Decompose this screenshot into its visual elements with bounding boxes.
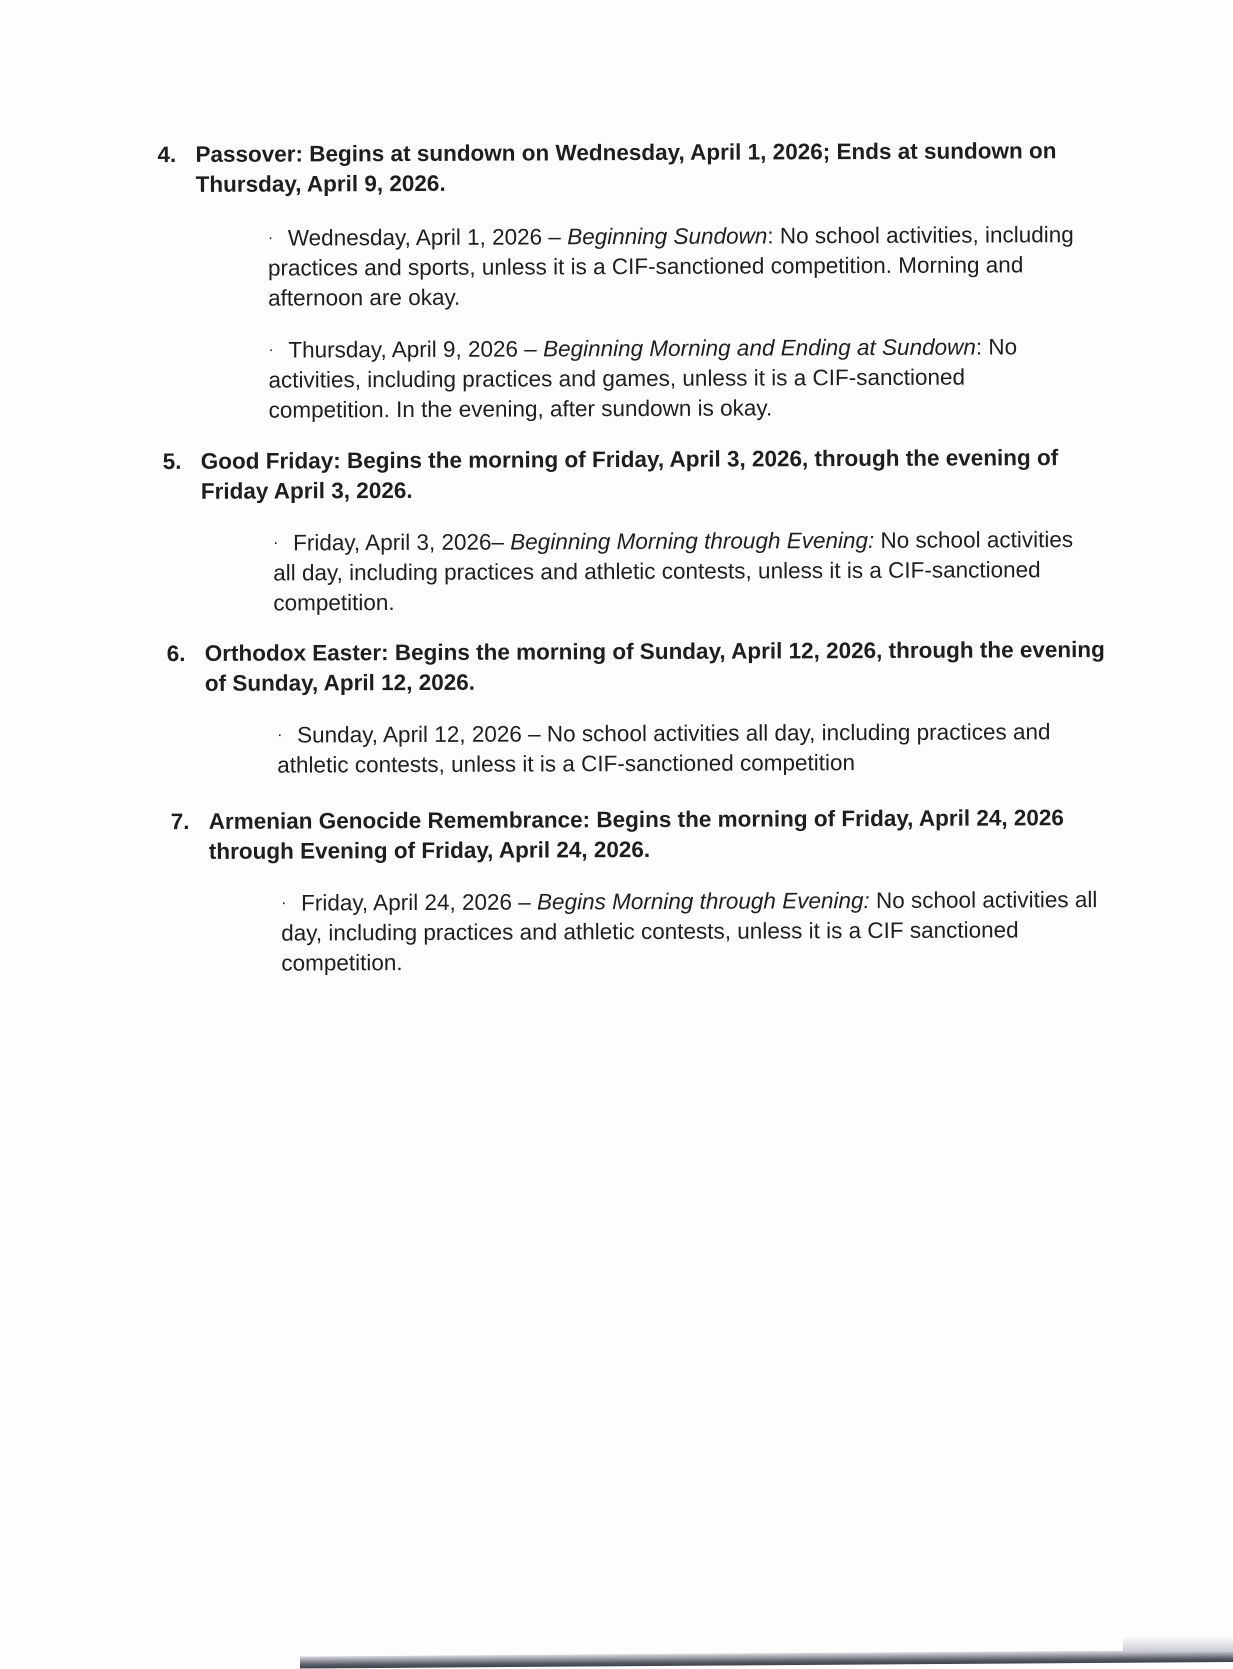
bullet-dot: · <box>277 726 283 744</box>
bullet-dot: · <box>273 534 279 552</box>
item-heading <box>171 803 1131 867</box>
bullet-lead: Wednesday, April 1, 2026 – <box>287 224 568 251</box>
list-item-passover <box>157 136 1118 426</box>
bullet-dot: · <box>281 894 287 912</box>
scan-edge-shadow <box>300 1650 1233 1669</box>
bullet-item <box>268 332 1088 426</box>
bullet-text: : No activities, including practices and games, unless it is a CIF-sanctioned competition. In the evening, after sundown is okay. <box>268 334 1018 423</box>
bullet-item <box>277 717 1097 781</box>
item-heading <box>167 635 1127 699</box>
item-heading <box>157 136 1117 200</box>
item-title: Good Friday: Begins the morning of Friday, April 3, 2026, through the evening of Friday April 3, 2026. <box>200 445 1059 504</box>
bullet-lead: Sunday, April 12, 2026 – No school activities all day, including practices and athletic contests, unless it is a CIF-sanctioned competition <box>277 719 1051 778</box>
list-item-orthodox-easter <box>167 635 1128 781</box>
item-number: 5. <box>162 448 182 474</box>
bullet-italic: Beginning Morning and Ending at Sundown <box>542 334 976 362</box>
bullet-dot: · <box>268 341 274 359</box>
bullet-italic: Beginning Morning through Evening: <box>510 527 875 555</box>
item-number: 6. <box>166 641 186 667</box>
bullet-lead: Thursday, April 9, 2026 – <box>288 336 544 363</box>
bullet-italic: Begins Morning through Evening: <box>536 888 870 915</box>
scan-edge-highlight <box>1123 1636 1233 1652</box>
item-title: Orthodox Easter: Begins the morning of Sunday, April 12, 2026, through the evening of Sunday, April 12, 2026. <box>204 637 1105 696</box>
bullet-lead: Friday, April 24, 2026 – <box>300 889 538 916</box>
bullet-item <box>273 525 1093 619</box>
bullet-lead: Friday, April 3, 2026– <box>292 529 511 556</box>
item-heading <box>163 443 1063 507</box>
list-item-armenian-genocide-remembrance <box>171 803 1132 979</box>
item-title: Passover: Begins at sundown on Wednesday, April 1, 2026; Ends at sundown on Thursday, April 9, 2026. <box>195 138 1057 197</box>
bullet-text: No school activities all day, including practices and athletic contests, unless it is a CIF sanctioned competition. <box>281 887 1098 976</box>
bullet-item <box>281 885 1101 979</box>
bullet-text: : No school activities, including practices and sports, unless it is a CIF-sanctioned competition. Morning and afternoon are okay. <box>267 222 1074 311</box>
item-number: 7. <box>170 809 190 835</box>
item-number: 4. <box>157 142 177 168</box>
list-item-good-friday <box>162 443 1074 619</box>
bullet-dot: · <box>267 229 274 247</box>
bullet-italic: Beginning Sundown <box>567 223 768 250</box>
bullet-text: No school activities all day, including practices and athletic contests, unless it is a CIF-sanctioned competition. <box>273 526 1074 616</box>
item-title: Armenian Genocide Remembrance: Begins the morning of Friday, April 24, 2026 through Evening of Friday, April 24, 2026. <box>208 805 1064 864</box>
bullet-item <box>268 220 1088 314</box>
